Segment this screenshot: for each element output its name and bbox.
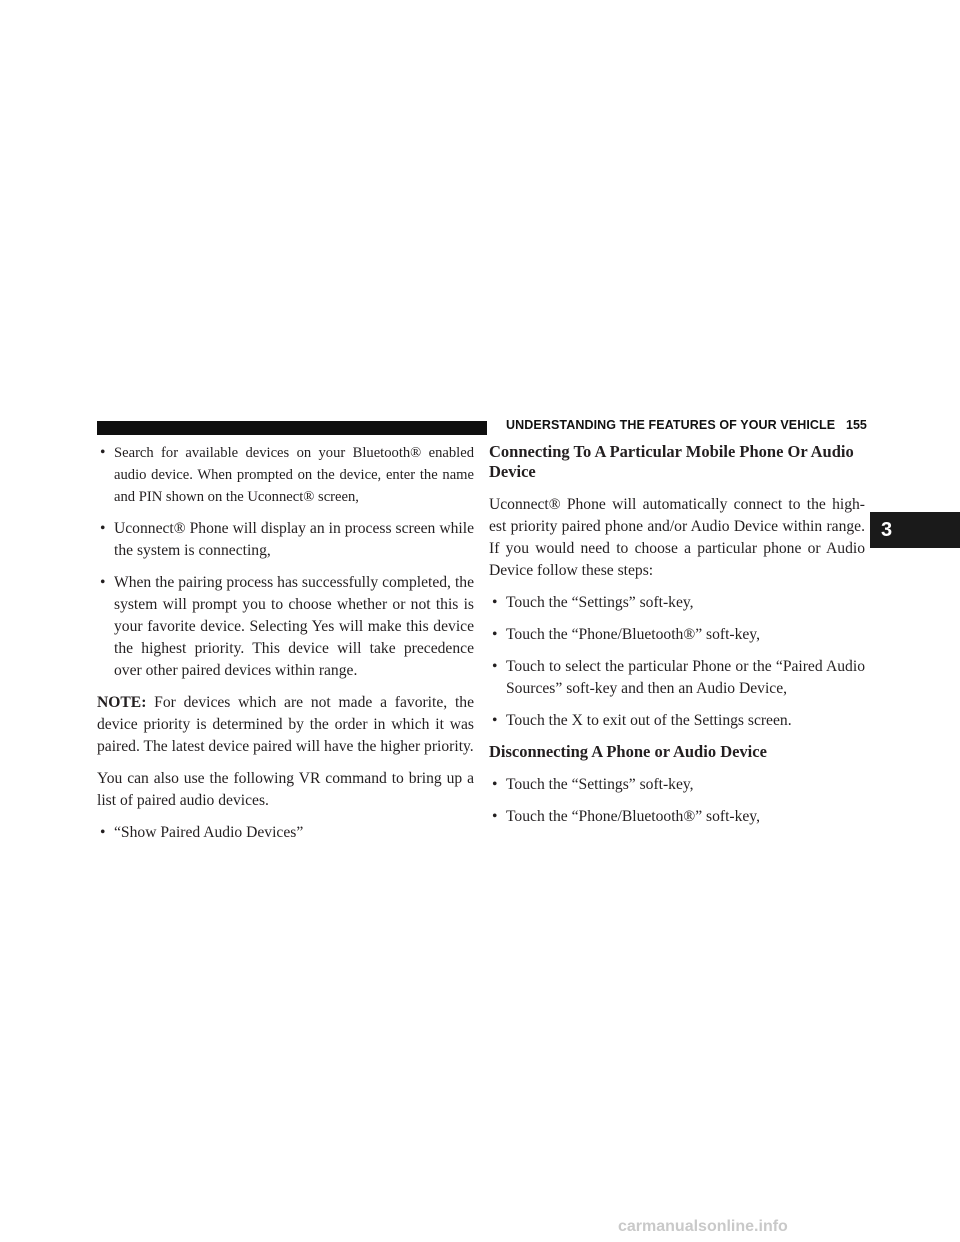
bullet-icon: • [492,712,498,729]
list-item [489,774,865,796]
list-item [97,572,474,682]
vr-paragraph: You can also use the following VR command to bring up a list of paired audio devices. [97,770,474,809]
bullet-icon: • [492,594,498,611]
list-item-text: Touch the “Phone/Bluetooth®” soft-key, [506,808,760,825]
bullet-icon: • [492,658,498,675]
connect-paragraph: Uconnect® Phone will automatically connect to the high-est priority paired phone and/or Audio Device within range. If you would need to choose a particular phone or Audio Device follow these steps: [489,496,865,579]
bullet-icon: • [492,626,498,643]
list-item-text: Touch to select the particular Phone or the “Paired Audio Sources” soft-key and then an Audio Device, [506,658,865,697]
bullet-icon: • [100,824,106,841]
note-text: For devices which are not made a favorite, the device priority is determined by the order in which it was paired. The latest device paired will have the higher priority. [97,694,474,755]
note-paragraph [97,692,474,758]
list-item [489,624,865,646]
bullet-icon: • [492,776,498,793]
heading-connect: Connecting To A Particular Mobile Phone Or Audio Device [489,442,854,481]
list-item-text: Touch the “Phone/Bluetooth®” soft-key, [506,626,760,643]
list-item [489,656,865,700]
list-item-text: Search for available devices on your Bluetooth® enabled audio device. When prompted on the device, enter the name and PIN shown on the Uconnect® screen, [114,445,474,505]
section-title: UNDERSTANDING THE FEATURES OF YOUR VEHICLE [506,418,836,432]
bullet-icon: • [100,444,106,461]
list-item [489,710,865,732]
heading-disconnect: Disconnecting A Phone or Audio Device [489,742,767,761]
chapter-tab: 3 [870,512,960,548]
list-item [489,806,865,828]
list-item-text: Touch the “Settings” soft-key, [506,776,694,793]
list-item [97,442,474,508]
list-item [97,822,474,844]
right-column [489,442,865,838]
list-item-text: Touch the X to exit out of the Settings screen. [506,712,792,729]
bullet-icon: • [100,574,106,591]
list-item-text: Touch the “Settings” soft-key, [506,594,694,611]
list-item [97,518,474,562]
page-number: 155 [846,418,867,432]
list-item-text: Uconnect® Phone will display an in process screen while the system is connecting, [114,520,474,559]
bullet-icon: • [100,520,106,537]
header-rule [97,421,487,435]
vr-command: “Show Paired Audio Devices” [114,824,304,841]
bullet-icon: • [492,808,498,825]
watermark: carmanualsonline.info [618,1218,788,1235]
list-item [489,592,865,614]
note-label: NOTE: [97,694,147,711]
left-column [97,442,474,854]
list-item-text: When the pairing process has successfully completed, the system will prompt you to choose whether or not this is your favorite device. Selecting Yes will make this device the highest priority. This device will take precedence over other paired devices within range. [114,574,474,679]
